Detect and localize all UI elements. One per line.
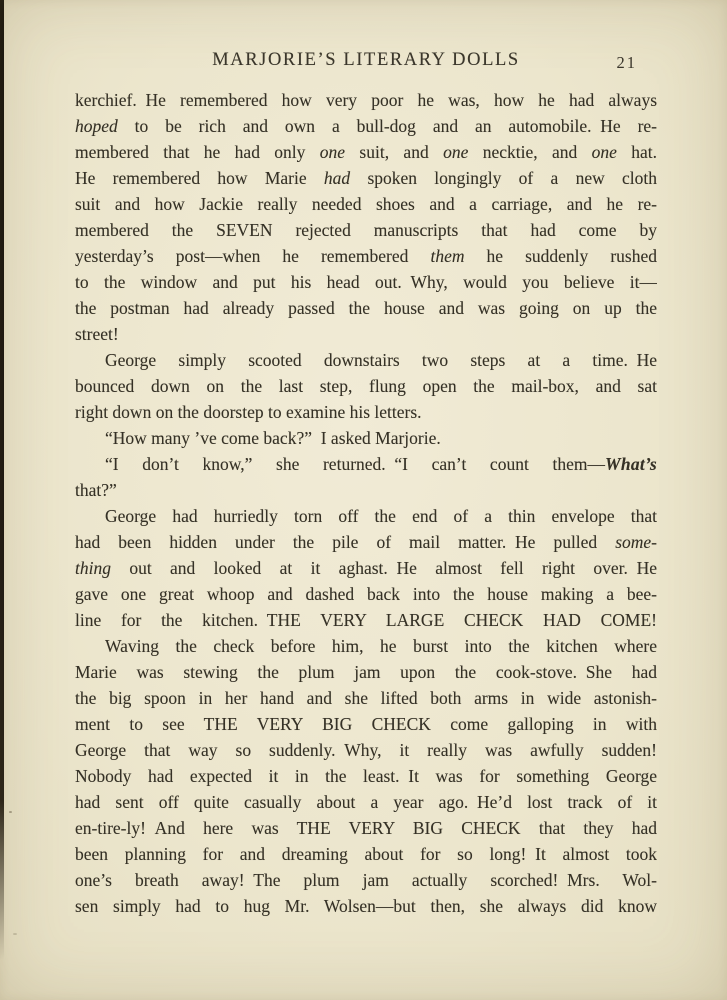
body-text: the big spoon in her hand and she lifted both arms in wide astonish- [75, 688, 657, 708]
body-text: suit and how Jackie really needed shoes and a carriage, and he re- [75, 194, 657, 214]
body-text: bounced down on the last step, flung open the mail-box, and sat [75, 376, 657, 396]
text-line [75, 295, 657, 321]
body-text: hat. [616, 142, 657, 162]
running-title: MARJORIE’S LITERARY DOLLS [212, 50, 520, 70]
text-line [75, 607, 657, 633]
text-line [75, 321, 657, 347]
scan-speck [9, 811, 12, 813]
text-line [75, 685, 657, 711]
text-line [75, 581, 657, 607]
text-line [75, 555, 657, 581]
body-text: that?” [75, 480, 117, 500]
text-line [75, 711, 657, 737]
body-text: Waving the check before him, he burst into the kitchen where [105, 636, 657, 656]
body-text: yesterday’s post—when he remembered [75, 246, 431, 266]
body-text: en-tire-ly! And here was THE VERY BIG CHECK that they had [75, 818, 657, 838]
body-text: he suddenly rushed [464, 246, 657, 266]
body-text: suit, and [345, 142, 444, 162]
text-line [75, 217, 657, 243]
text-line [75, 867, 657, 893]
body-text: kerchief. He remembered how very poor he was, how he had always [75, 90, 657, 110]
body-text: had been hidden under the pile of mail matter. He pulled [75, 532, 616, 552]
body-text: line for the kitchen. THE VERY LARGE CHECK HAD COME! [75, 610, 657, 630]
text-line [75, 269, 657, 295]
text-line [75, 633, 657, 659]
body-text: spoken longingly of a new cloth [350, 168, 657, 188]
body-text: “I don’t know,” she returned. “I can’t count them— [105, 454, 605, 474]
text-line [75, 893, 657, 919]
body-text: had sent off quite casually about a year ago. He’d lost track of it [75, 792, 657, 812]
page-text [75, 87, 657, 919]
text-line [75, 737, 657, 763]
body-text: right down on the doorstep to examine his letters. [75, 402, 422, 422]
text-line [75, 789, 657, 815]
text-line [75, 763, 657, 789]
body-text: membered the SEVEN rejected manuscripts that had come by [75, 220, 657, 240]
emphasized-text: one [591, 142, 617, 162]
emphasized-text: them [430, 246, 465, 266]
body-text: one’s breath away! The plum jam actually scorched! Mrs. Wol- [75, 870, 657, 890]
body-text: ment to see THE VERY BIG CHECK come galloping in with [75, 714, 657, 734]
emphasized-text: hoped [75, 116, 118, 136]
text-line [75, 373, 657, 399]
text-line [75, 841, 657, 867]
body-text: necktie, and [468, 142, 592, 162]
text-line [75, 477, 657, 503]
text-line [75, 659, 657, 685]
body-text: been planning for and dreaming about for so long! It almost took [75, 844, 657, 864]
page-header [75, 50, 657, 76]
scan-speck [13, 933, 17, 935]
text-line [75, 191, 657, 217]
body-text: sen simply had to hug Mr. Wolsen—but then, she always did know [75, 896, 657, 916]
text-line [75, 529, 657, 555]
emphasized-text: had [323, 168, 351, 188]
body-text: to the window and put his head out. Why, would you believe it— [75, 272, 657, 292]
text-line [75, 243, 657, 269]
body-text: out and looked at it aghast. He almost fell right over. He [110, 558, 657, 578]
emphasized-text: What’s [604, 454, 657, 474]
text-line [75, 113, 657, 139]
text-line [75, 451, 657, 477]
text-line [75, 139, 657, 165]
body-text: Marie was stewing the plum jam upon the cook-stove. She had [75, 662, 657, 682]
text-line [75, 503, 657, 529]
body-text: gave one great whoop and dashed back into the house making a bee- [75, 584, 657, 604]
text-line [75, 399, 657, 425]
body-text: the postman had already passed the house and was going on up the [75, 298, 657, 318]
text-line [75, 347, 657, 373]
emphasized-text: thing [75, 558, 111, 578]
body-text: to be rich and own a bull-dog and an automobile. He re- [117, 116, 657, 136]
body-text: “How many ’ve come back?” I asked Marjorie. [105, 428, 441, 448]
body-text: membered that he had only [75, 142, 320, 162]
body-text: Nobody had expected it in the least. It was for something George [75, 766, 657, 786]
body-text: George had hurriedly torn off the end of a thin envelope that [105, 506, 657, 526]
body-text: George simply scooted downstairs two steps at a time. He [105, 350, 657, 370]
scan-edge [0, 0, 4, 1000]
emphasized-text: one [319, 142, 346, 162]
body-text: street! [75, 324, 119, 344]
body-text: He remembered how Marie [75, 168, 324, 188]
emphasized-text: one [443, 142, 469, 162]
page-number: 21 [616, 53, 637, 72]
emphasized-text: some- [615, 532, 657, 552]
text-line [75, 425, 657, 451]
text-line [75, 165, 657, 191]
text-line [75, 87, 657, 113]
text-line [75, 815, 657, 841]
body-text: George that way so suddenly. Why, it really was awfully sudden! [75, 740, 657, 760]
